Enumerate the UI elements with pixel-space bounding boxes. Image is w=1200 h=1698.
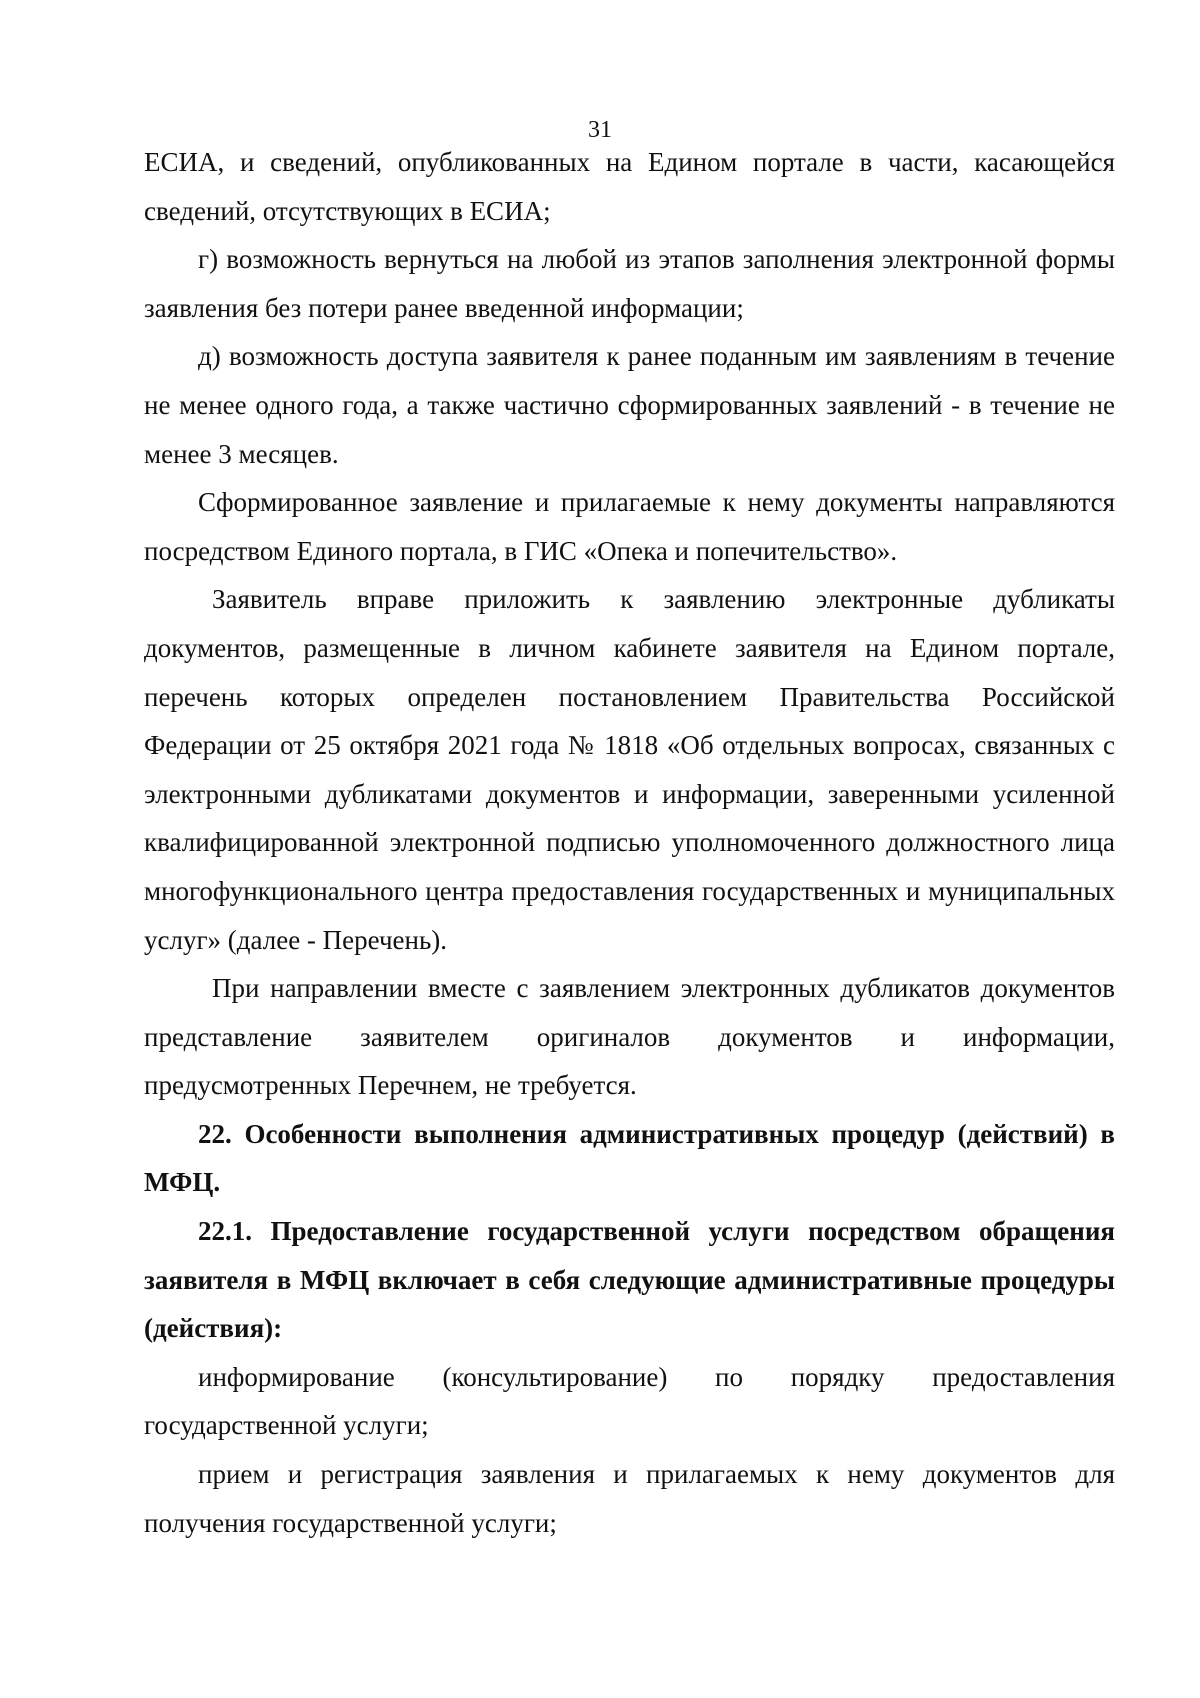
document-body (144, 138, 1115, 1547)
section-heading-22: 22. Особенности выполнения административных процедур (действий) в МФЦ. (144, 1118, 1115, 1198)
section-heading-22-1: 22.1. Предоставление государственной услуги посредством обращения заявителя в МФЦ включает в себя следующие административные процедуры (действия): (144, 1216, 1115, 1344)
paragraph-esia-continuation: ЕСИА, и сведений, опубликованных на Едином портале в части, касающейся сведений, отсутствующих в ЕСИА; (144, 147, 1115, 226)
paragraph-item-d: д) возможность доступа заявителя к ранее поданным им заявлениям в течение не менее одного года, а также частично сформированных заявлений - в течение не менее 3 месяцев. (144, 341, 1115, 469)
paragraph-reception-registration: прием и регистрация заявления и прилагаемых к нему документов для получения государственной услуги; (144, 1459, 1115, 1538)
paragraph-originals-not-required: При направлении вместе с заявлением электронных дубликатов документов представление заявителем оригиналов документов и информации, предусмотренных Перечнем, не требуется. (144, 973, 1115, 1101)
paragraph-item-g: г) возможность вернуться на любой из этапов заполнения электронной формы заявления без потери ранее введенной информации; (144, 244, 1115, 323)
page-number: 31 (588, 117, 612, 143)
paragraph-submission: Сформированное заявление и прилагаемые к нему документы направляются посредством Единого портала, в ГИС «Опека и попечительство». (144, 487, 1115, 566)
paragraph-informing: информирование (консультирование) по порядку предоставления государственной услуги; (144, 1361, 1115, 1441)
paragraph-electronic-duplicates: Заявитель вправе приложить к заявлению электронные дубликаты документов, размещенные в личном кабинете заявителя на Едином портале, перечень которых определен постановлением Правительства Российской Федерации от 25 октября 2021 года № 1818 «Об отдельных вопросах, связанных с электронными дубликатами документов и информации, заверенными усиленной квалифицированной электронной подписью уполномоченного должностного лица многофункционального центра предоставления государственных и муниципальных услуг» (далее - Перечень). (144, 584, 1115, 955)
